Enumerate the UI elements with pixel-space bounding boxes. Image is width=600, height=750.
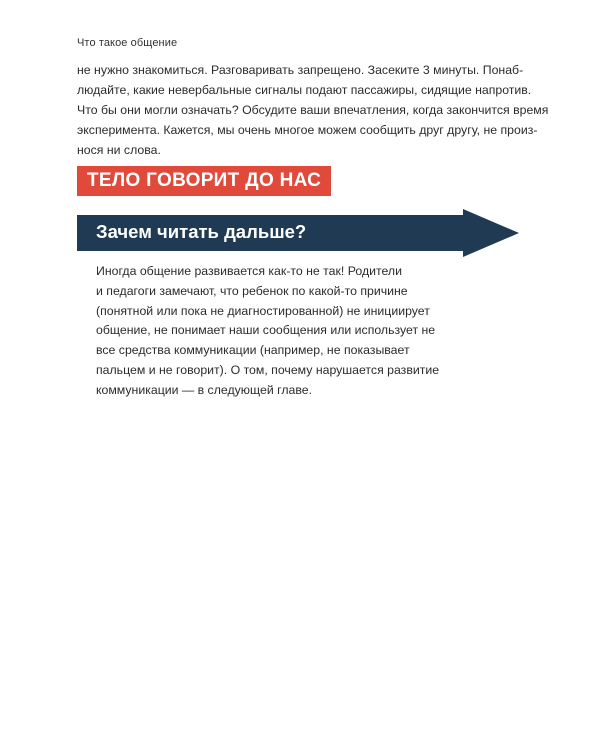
arrow-banner-title: Зачем читать дальше? <box>96 221 307 242</box>
intro-paragraph <box>77 60 549 160</box>
body-line: (понятной или пока не диагностированной) не инициирует <box>96 303 430 318</box>
body-line: и педагоги замечают, что ребенок по какой-то причине <box>96 283 408 298</box>
intro-line: нося ни слова. <box>77 143 161 157</box>
intro-line: Что бы они могли означать? Обсудите ваши впечатления, когда закончится время <box>77 103 549 117</box>
body-paragraph <box>96 262 486 401</box>
body-line: пальцем и не говорит). О том, почему нарушается развитие <box>96 362 440 377</box>
body-line: коммуникации — в следующей главе. <box>96 382 312 397</box>
body-line: общение, не понимает наши сообщения или использует не <box>96 323 436 338</box>
intro-line: не нужно знакомиться. Разговаривать запрещено. Засеките 3 минуты. Понаб- <box>77 63 524 77</box>
section-heading: ТЕЛО ГОВОРИТ ДО НАС <box>77 166 331 196</box>
running-header: Что такое общение <box>77 37 178 49</box>
body-line: Иногда общение развивается как-то не так! Родители <box>96 264 402 278</box>
arrow-banner <box>77 209 519 257</box>
intro-line: эксперимента. Кажется, мы очень многое можем сообщить друг другу, не произ- <box>77 123 538 137</box>
body-line: все средства коммуникации (например, не показывает <box>96 343 410 358</box>
intro-line: людайте, какие невербальные сигналы подают пассажиры, сидящие напротив. <box>77 83 532 97</box>
